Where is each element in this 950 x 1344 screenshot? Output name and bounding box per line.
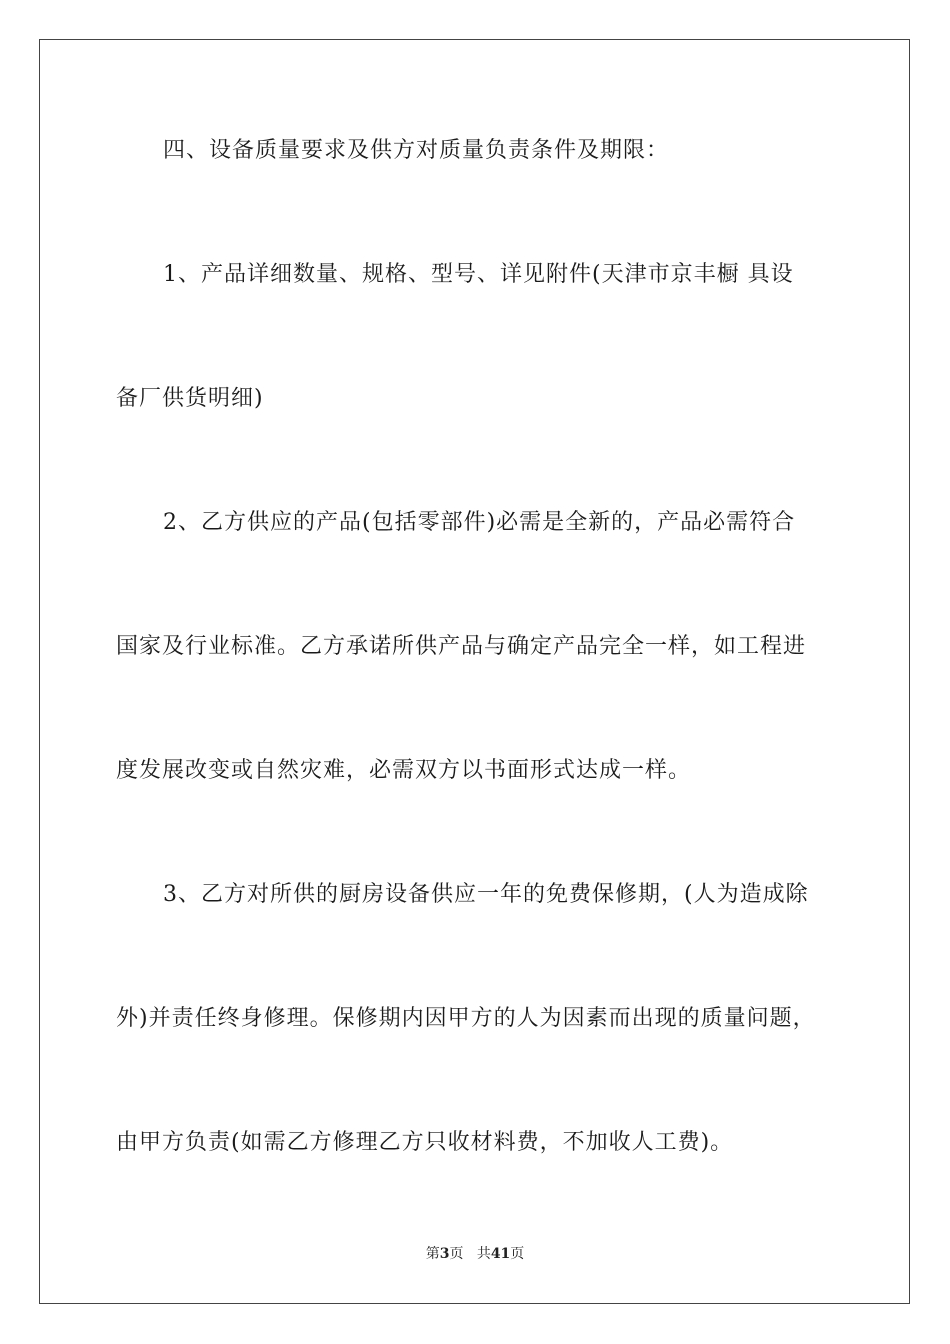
paragraph-line: 备厂供货明细) [116,386,264,411]
section-heading: 四、设备质量要求及供方对质量负责条件及期限： [163,138,670,163]
page-border [39,39,910,1304]
page-suffix: 页 [449,1246,464,1262]
total-pages-number: 41 [490,1246,511,1262]
paragraph-line: 国家及行业标准。乙方承诺所供产品与确定产品完全一样，如工程进 [116,634,807,659]
paragraph-line: 1、产品详细数量、规格、型号、详见附件(天津市京丰橱 具设 [163,262,794,287]
paragraph-line: 2、乙方供应的产品(包括零部件)必需是全新的，产品必需符合 [163,510,796,535]
total-suffix: 页 [510,1246,525,1262]
total-prefix: 共 [476,1246,491,1262]
paragraph-line: 度发展改变或自然灾难，必需双方以书面形式达成一样。 [116,758,692,783]
paragraph-line: 3、乙方对所供的厨房设备供应一年的免费保修期，(人为造成除 [163,882,809,907]
paragraph-line: 外)并责任终身修理。保修期内因甲方的人为因素而出现的质量问题， [116,1006,816,1031]
page-footer [0,1245,950,1263]
paragraph-line: 由甲方负责(如需乙方修理乙方只收材料费，不加收人工费)。 [116,1130,734,1155]
page-prefix: 第 [425,1246,440,1262]
current-page-number: 3 [439,1246,450,1262]
